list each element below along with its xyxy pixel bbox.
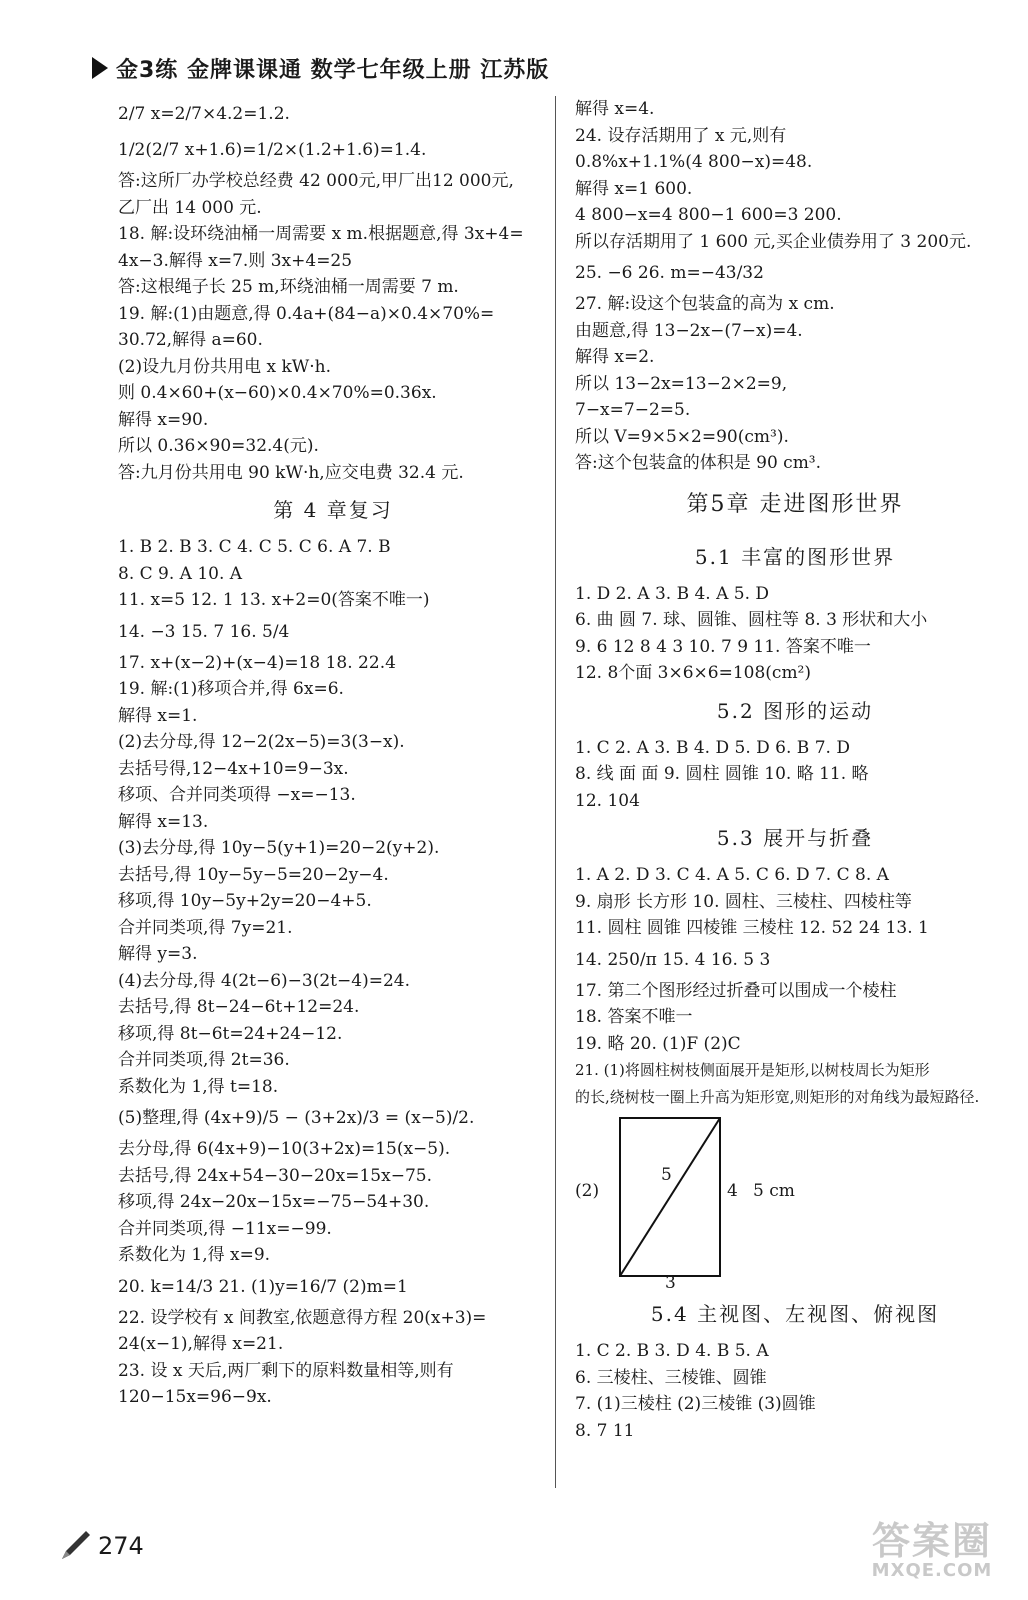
section-heading: 5.2 图形的运动 bbox=[716, 698, 874, 723]
right-column bbox=[575, 96, 1015, 1444]
answer-line: (5)整理,得 (4x+9)/5 − (3+2x)/3 = (x−5)/2. bbox=[118, 1108, 475, 1128]
answer-line: (2)设九月份共用电 x kW·h. bbox=[118, 356, 332, 377]
answer-line: 14. 250/π 15. 4 16. 5 3 bbox=[575, 949, 771, 970]
answer-line: 去分母,得 6(4x+9)−10(3+2x)=15(x−5). bbox=[118, 1139, 451, 1159]
answer-line: 移项,得 10y−5y+2y=20−4+5. bbox=[118, 891, 372, 911]
answer-line: 6. 曲 圆 7. 球、圆锥、圆柱等 8. 3 形状和大小 bbox=[575, 610, 928, 630]
answer-line: 所以 V=9×5×2=90(cm³). bbox=[575, 426, 789, 447]
answer-line: 则 0.4×60+(x−60)×0.4×70%=0.36x. bbox=[118, 383, 437, 403]
answer-line: 11. 圆柱 圆锥 四棱锥 三棱柱 12. 52 24 13. 1 bbox=[575, 918, 929, 938]
pencil-icon bbox=[58, 1529, 92, 1563]
answer-line: 去括号,得 24x+54−30−20x=15x−75. bbox=[118, 1165, 432, 1186]
answer-line: 1. C 2. B 3. D 4. B 5. A bbox=[575, 1341, 769, 1361]
watermark-top: 答案圈 bbox=[871, 1519, 992, 1563]
answer-line: 22. 设学校有 x 间教室,依题意得方程 20(x+3)= bbox=[118, 1307, 487, 1328]
answer-line: 12. 8个面 3×6×6=108(cm²) bbox=[575, 663, 812, 683]
answer-line: 7−x=7−2=5. bbox=[575, 400, 691, 420]
answer-line: 解得 x=13. bbox=[118, 811, 209, 832]
answer-line: 去括号,得 10y−5y−5=20−2y−4. bbox=[118, 864, 389, 885]
answer-line: 18. 答案不唯一 bbox=[575, 1007, 693, 1027]
rectangle-diagram bbox=[575, 1110, 1015, 1290]
play-triangle-icon bbox=[92, 57, 108, 79]
answer-line: 答:九月份共用电 90 kW·h,应交电费 32.4 元. bbox=[118, 462, 464, 483]
answer-line: 19. 略 20. (1)F (2)C bbox=[575, 1033, 741, 1054]
answer-line: 19. 解:(1)移项合并,得 6x=6. bbox=[118, 679, 344, 699]
answer-line: 8. 线 面 面 9. 圆柱 圆锥 10. 略 11. 略 bbox=[575, 764, 869, 784]
answer-line: 12. 104 bbox=[575, 790, 640, 811]
answer-line: 23. 设 x 天后,两厂剩下的原料数量相等,则有 bbox=[118, 1360, 454, 1381]
answer-line: 7. (1)三棱柱 (2)三棱锥 (3)圆锥 bbox=[575, 1394, 816, 1414]
unit-label: 5 cm bbox=[753, 1181, 795, 1201]
answer-line: 120−15x=96−9x. bbox=[118, 1387, 272, 1407]
diagonal-label: 5 bbox=[661, 1165, 672, 1185]
width-label: 3 bbox=[665, 1273, 676, 1293]
answer-line: 合并同类项,得 2t=36. bbox=[118, 1050, 290, 1070]
section-heading: 5.3 展开与折叠 bbox=[716, 826, 874, 850]
answer-line: 8. 7 11 bbox=[575, 1420, 635, 1441]
answer-line: 解得 x=4. bbox=[575, 99, 655, 119]
answer-line: 乙厂出 14 000 元. bbox=[118, 197, 262, 218]
answer-line: (4)去分母,得 4(2t−6)−3(2t−4)=24. bbox=[118, 970, 410, 991]
answer-line: 6. 三棱柱、三棱锥、圆锥 bbox=[575, 1367, 767, 1388]
watermark-bottom: MXQE.COM bbox=[871, 1560, 993, 1581]
answer-line: 0.8%x+1.1%(4 800−x)=48. bbox=[575, 152, 813, 172]
answer-line: 9. 扇形 长方形 10. 圆柱、三棱柱、四棱柱等 bbox=[575, 891, 912, 912]
section-heading: 5.1 丰富的图形世界 bbox=[694, 544, 896, 569]
answer-line: 1. C 2. A 3. B 4. D 5. D 6. B 7. D bbox=[575, 737, 850, 758]
answer-line: 21. (1)将圆柱树枝侧面展开是矩形,以树枝周长为矩形 bbox=[575, 1061, 930, 1079]
answer-line: 移项,得 24x−20x−15x=−75−54+30. bbox=[118, 1192, 430, 1212]
section-heading: 5.4 主视图、左视图、俯视图 bbox=[650, 1302, 940, 1326]
answer-line: 4x−3.解得 x=7.则 3x+4=25 bbox=[118, 250, 353, 271]
section-heading: 第 4 章复习 bbox=[273, 498, 393, 522]
answer-line: 解得 x=90. bbox=[118, 409, 209, 430]
answer-line: 27. 解:设这个包装盒的高为 x cm. bbox=[575, 294, 835, 314]
page-footer bbox=[58, 1526, 144, 1566]
answer-line: 18. 解:设环绕油桶一周需要 x m.根据题意,得 3x+4= bbox=[118, 224, 524, 244]
answer-line: 24. 设存活期用了 x 元,则有 bbox=[575, 125, 787, 146]
page-header bbox=[92, 52, 549, 84]
answer-line: 移项、合并同类项得 −x=−13. bbox=[118, 785, 356, 805]
answer-line: 20. k=14/3 21. (1)y=16/7 (2)m=1 bbox=[118, 1276, 408, 1297]
answer-line: 17. x+(x−2)+(x−4)=18 18. 22.4 bbox=[118, 652, 396, 673]
answer-line: 所以 13−2x=13−2×2=9, bbox=[575, 373, 788, 394]
answer-line: 去括号,得 8t−24−6t+12=24. bbox=[118, 997, 360, 1017]
answer-line: 系数化为 1,得 x=9. bbox=[118, 1245, 271, 1265]
unfolded-rectangle-figure bbox=[575, 1110, 1015, 1293]
column-divider bbox=[555, 96, 556, 1488]
answer-line: 25. −6 26. m=−43/32 bbox=[575, 263, 764, 283]
answer-line: 11. x=5 12. 1 13. x+2=0(答案不唯一) bbox=[118, 590, 430, 610]
chapter-heading: 第5章 走进图形世界 bbox=[686, 491, 904, 517]
answer-line: 1. A 2. D 3. C 4. A 5. C 6. D 7. C 8. A bbox=[575, 865, 889, 885]
answer-line: 8. C 9. A 10. A bbox=[118, 563, 243, 584]
answer-line: 24(x−1),解得 x=21. bbox=[118, 1334, 284, 1354]
answer-line: 1. B 2. B 3. C 4. C 5. C 6. A 7. B bbox=[118, 537, 391, 557]
answer-line: 解得 y=3. bbox=[118, 944, 198, 964]
answer-line: 合并同类项,得 −11x=−99. bbox=[118, 1218, 332, 1239]
answer-line: 2/7 x=2/7×4.2=1.2. bbox=[118, 104, 290, 124]
answer-line: 9. 6 12 8 4 3 10. 7 9 11. 答案不唯一 bbox=[575, 636, 871, 657]
answer-line: 19. 解:(1)由题意,得 0.4a+(84−a)×0.4×70%= bbox=[118, 303, 495, 324]
answer-line: (2)去分母,得 12−2(2x−5)=3(3−x). bbox=[118, 732, 405, 752]
answer-line: 所以 0.36×90=32.4(元). bbox=[118, 436, 319, 456]
answer-line: 所以存活期用了 1 600 元,买企业债券用了 3 200元. bbox=[575, 231, 972, 252]
answer-line: 30.72,解得 a=60. bbox=[118, 330, 263, 350]
answer-line: 答:这所厂办学校总经费 42 000元,甲厂出12 000元, bbox=[118, 171, 514, 191]
answer-line: 去括号得,12−4x+10=9−3x. bbox=[118, 758, 349, 779]
watermark-logo bbox=[858, 1519, 1006, 1592]
answer-line: 的长,绕树枝一圈上升高为矩形宽,则矩形的对角线为最短路径. bbox=[575, 1087, 980, 1106]
answer-line: 1. D 2. A 3. B 4. A 5. D bbox=[575, 583, 770, 604]
figure-label: (2) bbox=[575, 1181, 600, 1201]
answer-line: 17. 第二个图形经过折叠可以围成一个棱柱 bbox=[575, 980, 897, 1001]
answer-line: 由题意,得 13−2x−(7−x)=4. bbox=[575, 320, 803, 341]
answer-line: 答:这根绳子长 25 m,环绕油桶一周需要 7 m. bbox=[118, 277, 459, 297]
answer-line: (3)去分母,得 10y−5(y+1)=20−2(y+2). bbox=[118, 838, 440, 858]
answer-line: 1/2(2/7 x+1.6)=1/2×(1.2+1.6)=1.4. bbox=[118, 140, 427, 160]
answer-line: 移项,得 8t−6t=24+24−12. bbox=[118, 1023, 343, 1044]
left-column bbox=[118, 96, 548, 1411]
answer-line: 解得 x=1. bbox=[118, 705, 198, 726]
answer-line: 解得 x=1 600. bbox=[575, 178, 693, 199]
answer-line: 合并同类项,得 7y=21. bbox=[118, 917, 293, 938]
answer-line: 4 800−x=4 800−1 600=3 200. bbox=[575, 205, 842, 225]
answer-line: 系数化为 1,得 t=18. bbox=[118, 1076, 279, 1097]
page-number: 274 bbox=[98, 1532, 144, 1560]
book-title: 金3练 金牌课课通 数学七年级上册 江苏版 bbox=[116, 57, 550, 83]
answer-line: 14. −3 15. 7 16. 5/4 bbox=[118, 621, 290, 642]
answer-line: 解得 x=2. bbox=[575, 347, 655, 367]
answer-line: 答:这个包装盒的体积是 90 cm³. bbox=[575, 453, 822, 473]
side-label: 4 bbox=[727, 1181, 738, 1201]
diagonal-line bbox=[620, 1118, 720, 1276]
